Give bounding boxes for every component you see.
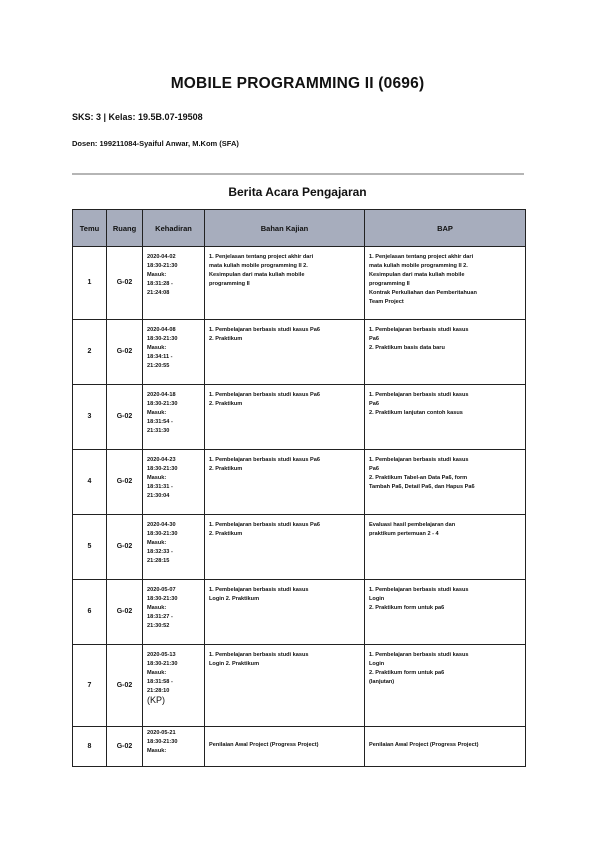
cell-temu: 2: [73, 320, 107, 385]
cell-temu: 5: [73, 515, 107, 580]
cell-temu: 1: [73, 247, 107, 320]
cell-temu: 7: [73, 645, 107, 727]
bap-line: Kontrak Perkuliahan dan Pemberitahuan: [369, 289, 477, 296]
kehadiran-line: 2020-05-13: [147, 652, 176, 658]
kehadiran-line: 2020-04-18: [147, 392, 176, 398]
kehadiran-line: 18:30-21:30: [147, 595, 178, 602]
kehadiran-line: 18:31:31 -: [147, 483, 173, 490]
bap-line: 1. Pembelajaran berbasis studi kasus: [369, 457, 469, 463]
kehadiran-line: 18:31:27 -: [147, 613, 173, 620]
cell-bahan-kajian: [205, 580, 365, 645]
kehadiran-line: 2020-05-21: [147, 730, 176, 736]
cell-bahan-kajian: [205, 385, 365, 450]
table-row: [73, 645, 526, 727]
cell-bap: [365, 385, 526, 450]
bap-line: 1. Pembelajaran berbasis studi kasus: [369, 392, 469, 398]
course-credits-class: SKS: 3 | Kelas: 19.5B.07-19508: [72, 112, 203, 122]
bap-line: Evaluasi hasil pembelajaran dan: [369, 522, 456, 528]
bap-line: praktikum pertemuan 2 - 4: [369, 530, 439, 537]
cell-bahan-kajian: [205, 450, 365, 515]
bap-line: Login: [369, 660, 385, 667]
kehadiran-line: Masuk:: [147, 539, 167, 546]
kehadiran-line: Masuk:: [147, 669, 167, 676]
cell-temu: 8: [73, 727, 107, 767]
table-body: [73, 247, 526, 767]
kehadiran-line: 2020-04-23: [147, 457, 176, 463]
kehadiran-line: 2020-04-30: [147, 522, 176, 528]
bap-line: programming II: [369, 280, 410, 287]
cell-kehadiran: [143, 645, 205, 727]
table-row: [73, 385, 526, 450]
kehadiran-line: 21:31:30: [147, 427, 170, 434]
cell-ruang: G-02: [107, 247, 143, 320]
cell-bahan-kajian: [205, 515, 365, 580]
bahan-line: 1. Pembelajaran berbasis studi kasus: [209, 652, 309, 658]
kehadiran-line: Masuk:: [147, 344, 167, 351]
cell-kehadiran: [143, 320, 205, 385]
bahan-line: Penilaian Awal Project (Progress Project): [209, 742, 319, 749]
cell-ruang: G-02: [107, 727, 143, 767]
cell-temu: 4: [73, 450, 107, 515]
cell-ruang: G-02: [107, 515, 143, 580]
bahan-line: 1. Pembelajaran berbasis studi kasus Pa6: [209, 522, 320, 528]
bap-line: 2. Praktikum form untuk pa6: [369, 604, 445, 611]
bap-line: 1. Pembelajaran berbasis studi kasus: [369, 652, 469, 658]
kehadiran-line: Masuk:: [147, 409, 167, 416]
kehadiran-line: 18:30-21:30: [147, 400, 178, 407]
kehadiran-line: 18:31:54 -: [147, 418, 173, 425]
header-ruang: Ruang: [107, 210, 143, 247]
kehadiran-line: 2020-04-08: [147, 327, 176, 333]
table-row: [73, 247, 526, 320]
course-lecturer: Dosen: 199211084-Syaiful Anwar, M.Kom (SFA): [72, 139, 239, 148]
kehadiran-line: 18:30-21:30: [147, 335, 178, 342]
kehadiran-line: 18:30-21:30: [147, 262, 178, 269]
kehadiran-line: 18:30-21:30: [147, 738, 178, 745]
bahan-line: 1. Pembelajaran berbasis studi kasus Pa6: [209, 392, 320, 398]
bahan-line: 1. Pembelajaran berbasis studi kasus Pa6: [209, 457, 320, 463]
header-temu: Temu: [73, 210, 107, 247]
cell-ruang: G-02: [107, 645, 143, 727]
kehadiran-line: Masuk:: [147, 474, 167, 481]
table-row: [73, 320, 526, 385]
bahan-line: mata kuliah mobile programming II 2.: [209, 262, 308, 269]
bap-line: mata kuliah mobile programming II 2.: [369, 262, 468, 269]
table-row: [73, 450, 526, 515]
bap-line: Kesimpulan dari mata kuliah mobile: [369, 271, 465, 278]
bahan-line: 1. Pembelajaran berbasis studi kasus: [209, 587, 309, 593]
kehadiran-line: 2020-05-07: [147, 587, 176, 593]
kehadiran-line: 21:30:52: [147, 622, 170, 629]
bap-line: 1. Pembelajaran berbasis studi kasus: [369, 327, 469, 333]
cell-bap: [365, 727, 526, 767]
bap-line: 2. Praktikum Tabel-an Data Pa6, form: [369, 474, 468, 481]
table-row: [73, 515, 526, 580]
cell-bap: [365, 450, 526, 515]
kehadiran-line: 21:20:55: [147, 362, 170, 369]
bahan-line: Kesimpulan dari mata kuliah mobile: [209, 271, 305, 278]
cell-ruang: G-02: [107, 450, 143, 515]
bap-line: Team Project: [369, 298, 404, 305]
kehadiran-line: 18:30-21:30: [147, 530, 178, 537]
table-row: [73, 727, 526, 767]
bap-line: (lanjutan): [369, 678, 395, 685]
cell-bap: [365, 515, 526, 580]
kehadiran-note: (KP): [147, 694, 165, 705]
cell-kehadiran: [143, 580, 205, 645]
kehadiran-line: 18:30-21:30: [147, 660, 178, 667]
bap-line: 1. Pembelajaran berbasis studi kasus: [369, 587, 469, 593]
cell-kehadiran: [143, 450, 205, 515]
cell-ruang: G-02: [107, 385, 143, 450]
kehadiran-line: Masuk:: [147, 271, 167, 278]
cell-bap: [365, 580, 526, 645]
header-kehadiran: Kehadiran: [143, 210, 205, 247]
cell-bahan-kajian: [205, 727, 365, 767]
bahan-line: 1. Penjelasan tentang project akhir dari: [209, 254, 314, 260]
cell-bap: [365, 247, 526, 320]
cell-temu: 6: [73, 580, 107, 645]
bahan-line: 2. Praktikum: [209, 530, 243, 537]
table-row: [73, 580, 526, 645]
cell-ruang: G-02: [107, 580, 143, 645]
cell-kehadiran: [143, 515, 205, 580]
teaching-record-table: [72, 209, 526, 767]
cell-bahan-kajian: [205, 320, 365, 385]
bahan-line: 2. Praktikum: [209, 335, 243, 342]
header-bap: BAP: [365, 210, 526, 247]
table-header-row: [73, 210, 526, 247]
bap-line: Login: [369, 595, 385, 602]
kehadiran-line: 21:30:04: [147, 492, 170, 499]
kehadiran-line: 2020-04-02: [147, 254, 176, 260]
cell-kehadiran: [143, 727, 205, 767]
cell-bap: [365, 320, 526, 385]
bahan-line: 2. Praktikum: [209, 465, 243, 472]
header-bahan-kajian: Bahan Kajian: [205, 210, 365, 247]
cell-bahan-kajian: [205, 645, 365, 727]
bap-line: Tambah Pa6, Detail Pa6, dan Hapus Pa6: [369, 483, 475, 490]
section-title: Berita Acara Pengajaran: [228, 185, 367, 199]
kehadiran-line: 18:32:33 -: [147, 548, 173, 555]
bap-line: 1. Penjelasan tentang project akhir dari: [369, 254, 474, 260]
bahan-line: Login 2. Praktikum: [209, 595, 260, 602]
kehadiran-line: Masuk:: [147, 747, 167, 754]
cell-kehadiran: [143, 385, 205, 450]
cell-temu: 3: [73, 385, 107, 450]
bahan-line: 1. Pembelajaran berbasis studi kasus Pa6: [209, 327, 320, 333]
cell-kehadiran: [143, 247, 205, 320]
course-title: MOBILE PROGRAMMING II (0696): [170, 75, 425, 92]
bap-line: Pa6: [369, 335, 379, 342]
kehadiran-line: 18:30-21:30: [147, 465, 178, 472]
bap-line: 2. Praktikum form untuk pa6: [369, 669, 445, 676]
bahan-line: Login 2. Praktikum: [209, 660, 260, 667]
kehadiran-line: 18:31:58 -: [147, 678, 173, 685]
kehadiran-line: 18:34:11 -: [147, 353, 173, 360]
kehadiran-line: 21:28:10: [147, 687, 170, 694]
kehadiran-line: Masuk:: [147, 604, 167, 611]
bap-line: Penilaian Awal Project (Progress Project): [369, 742, 479, 749]
cell-ruang: G-02: [107, 320, 143, 385]
cell-bap: [365, 645, 526, 727]
bap-line: Pa6: [369, 400, 379, 407]
bap-line: 2. Praktikum lanjutan contoh kasus: [369, 409, 463, 416]
bahan-line: 2. Praktikum: [209, 400, 243, 407]
bap-line: 2. Praktikum basis data baru: [369, 344, 445, 351]
bap-line: Pa6: [369, 465, 379, 472]
cell-bahan-kajian: [205, 247, 365, 320]
bahan-line: programming II: [209, 280, 250, 287]
divider: [72, 173, 524, 175]
kehadiran-line: 18:31:28 -: [147, 280, 173, 287]
kehadiran-line: 21:24:08: [147, 289, 170, 296]
kehadiran-line: 21:28:15: [147, 557, 170, 564]
